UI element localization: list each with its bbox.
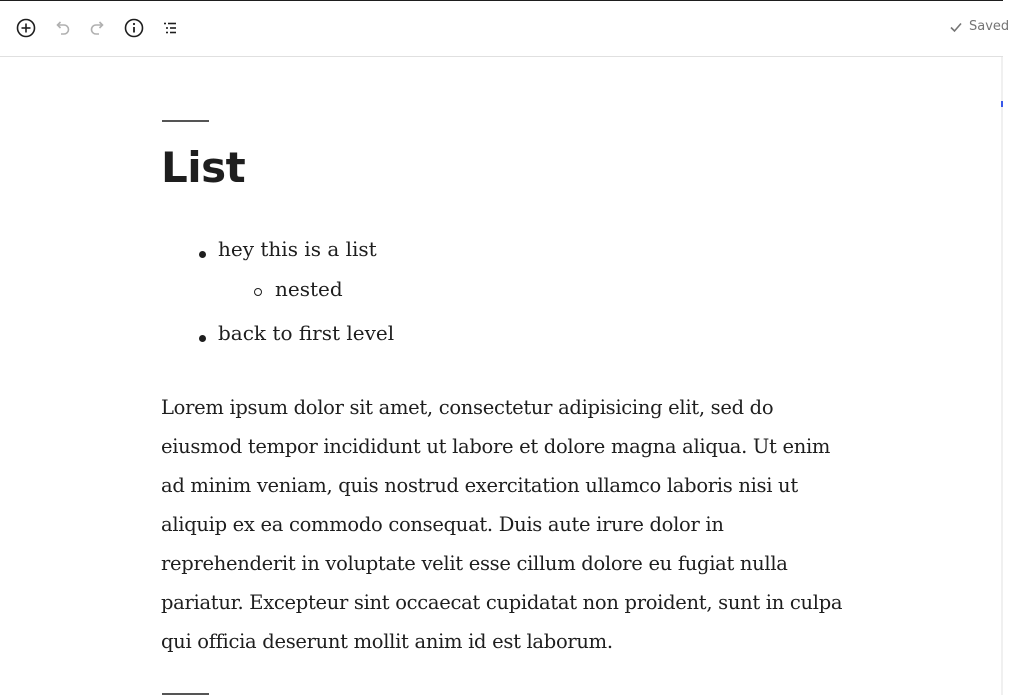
list-view-button[interactable] xyxy=(158,16,182,40)
info-icon xyxy=(123,17,145,39)
editor-toolbar xyxy=(0,1,1003,57)
check-icon xyxy=(949,20,963,34)
list-item[interactable]: back to first level xyxy=(218,321,395,345)
scrollbar-track[interactable] xyxy=(1001,57,1003,695)
hollow-bullet-icon xyxy=(254,288,262,296)
scroll-indicator xyxy=(1001,101,1003,107)
nested-list-item[interactable]: nested xyxy=(275,277,343,301)
list-item[interactable]: hey this is a list xyxy=(218,237,377,261)
bullet-icon xyxy=(199,251,206,258)
editor-canvas xyxy=(0,57,1001,695)
bullet-icon xyxy=(199,335,206,342)
details-button[interactable] xyxy=(122,16,146,40)
undo-button[interactable] xyxy=(50,16,74,40)
save-status xyxy=(940,1,1009,56)
undo-icon xyxy=(51,17,73,39)
save-status-label: Saved xyxy=(969,19,1009,34)
redo-button[interactable] xyxy=(86,16,110,40)
redo-icon xyxy=(87,17,109,39)
add-block-button[interactable] xyxy=(14,16,38,40)
add-block-icon xyxy=(15,17,37,39)
separator-block[interactable] xyxy=(162,120,209,122)
post-title[interactable]: List xyxy=(161,143,246,192)
list-view-icon xyxy=(159,17,181,39)
paragraph-block[interactable]: Lorem ipsum dolor sit amet, consectetur adipisicing elit, sed do eiusmod tempor incididunt ut labore et dolore magna aliqua. Ut enim ad minim veniam, quis nostrud exercitation ullamco laboris nisi ut aliquip ex ea commodo consequat. Duis aute irure dolor in reprehenderit in voluptate velit esse cillum dolore eu fugiat nulla pariatur. Excepteur sint occaecat cupidatat non proident, sunt in culpa qui officia deserunt mollit anim id est laborum. xyxy=(161,396,843,653)
